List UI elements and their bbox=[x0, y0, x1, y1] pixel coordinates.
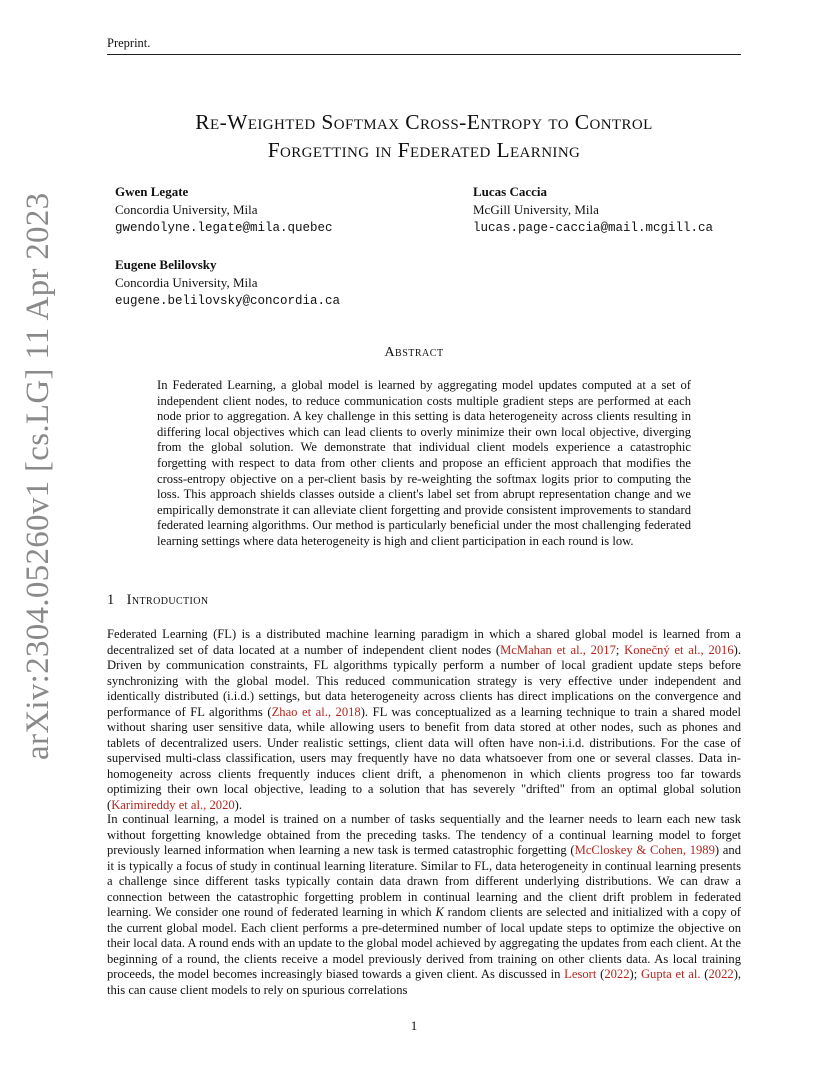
intro-paragraph-1 bbox=[107, 627, 741, 813]
paragraph-text: ). Driven by communication constraints, FL algorithms typically perform a number of local gradient update steps before synchronizing with the global model. This reduced communication strategy is very effective under independent and identically distributed (i.i.d.) settings, but data heterogeneity across clients has direct implications on the convergence and performance of FL algorithms ( bbox=[107, 642, 741, 719]
citation-link[interactable]: Lesort bbox=[564, 967, 597, 981]
author-name: Lucas Caccia bbox=[473, 184, 548, 199]
citation-link[interactable]: 2022 bbox=[604, 967, 630, 981]
author-block-2 bbox=[473, 183, 713, 237]
abstract-heading: Abstract bbox=[384, 345, 444, 360]
paragraph-text: In continual learning, a model is trained on a number of tasks sequentially and the learner needs to learn each new task without forgetting knowledge obtained from the preceding tasks. The tendency of a continual learning model to forget previously learned information when learning a new task is termed catastrophic forgetting ( bbox=[107, 812, 741, 857]
author-affiliation: Concordia University, Mila bbox=[115, 275, 258, 290]
paragraph-text: random clients are selected and initialized with a copy of the current global model. Each client performs a pre-determined number of local update steps to optimize the objective on their local data. A round ends with an update to the global model achieved by aggregating the updates from each client. At the beginning of a round, the clients receive a model previously derived from training on other clients data. As local training proceeds, the model becomes increasingly biased towards a given client. As discussed in bbox=[107, 905, 741, 981]
arxiv-identifier[interactable]: arXiv:2304.05260v1 [cs.LG] 11 Apr 2023 bbox=[20, 192, 56, 760]
math-variable-k: K bbox=[435, 905, 444, 919]
author-name: Eugene Belilovsky bbox=[115, 257, 217, 272]
paragraph-text: ). FL was conceptualized as a learning technique to train a shared model without sharing user sensitive data, while allowing users to benefit from data stored at other nodes, such as phones and tablets of decentralized users. Under realistic settings, client data will often have non-i.i.d. distributions. For the case of supervised multi-class classification, users may frequently have no data whatsoever from one or several classes. Data in-homogeneity across clients frequently induces client drift, a phenomenon in which clients progress too far towards optimizing their own local objective, leading to a solution that has severely "drifted" from an optimal global solution ( bbox=[107, 704, 741, 812]
citation-link[interactable]: Karimireddy et al., 2020 bbox=[111, 797, 235, 812]
author-block-3 bbox=[115, 256, 340, 310]
paragraph-text: ); bbox=[629, 967, 641, 981]
paragraph-text: ( bbox=[700, 967, 709, 981]
paper-title bbox=[107, 108, 741, 164]
running-head: Preprint. bbox=[107, 36, 741, 55]
citation-link[interactable]: Gupta et al. bbox=[640, 967, 701, 981]
paragraph-text: Federated Learning (FL) is a distributed machine learning paradigm in which a shared global model is learned from a decentralized set of data located at a number of independent client nodes ( bbox=[107, 627, 741, 657]
author-block-1 bbox=[115, 183, 333, 237]
citation-link[interactable]: 2022 bbox=[708, 967, 734, 981]
author-name: Gwen Legate bbox=[115, 184, 189, 199]
title-line-2: Forgetting in Federated Learning bbox=[267, 138, 581, 162]
section-number: 1 bbox=[107, 592, 115, 608]
paragraph-text: ; bbox=[615, 642, 625, 657]
author-email[interactable]: lucas.page-caccia@mail.mcgill.ca bbox=[473, 221, 714, 235]
author-affiliation: Concordia University, Mila bbox=[115, 202, 258, 217]
citation-link[interactable]: Konečný et al., 2016 bbox=[624, 642, 734, 657]
paragraph-text: ( bbox=[596, 967, 605, 981]
section-title: Introduction bbox=[126, 592, 209, 608]
citation-link[interactable]: Zhao et al., 2018 bbox=[271, 704, 361, 719]
citation-link[interactable]: McMahan et al., 2017 bbox=[500, 642, 616, 657]
intro-paragraph-2 bbox=[107, 812, 741, 998]
author-email[interactable]: gwendolyne.legate@mila.quebec bbox=[115, 221, 333, 235]
paragraph-text: ). bbox=[234, 797, 243, 812]
page-number: 1 bbox=[410, 1018, 418, 1033]
section-heading-introduction bbox=[107, 592, 209, 609]
author-affiliation: McGill University, Mila bbox=[473, 202, 599, 217]
citation-link[interactable]: McCloskey & Cohen, 1989 bbox=[574, 843, 715, 857]
paragraph-text: ), this can cause client models to rely on spurious correlations bbox=[107, 967, 742, 997]
title-line-1: Re-Weighted Softmax Cross-Entropy to Control bbox=[195, 110, 653, 134]
author-email[interactable]: eugene.belilovsky@concordia.ca bbox=[115, 294, 341, 308]
abstract-text: In Federated Learning, a global model is learned by aggregating model updates computed at a set of independent client nodes, to reduce communication costs multiple gradient steps are performed at each node prior to aggregation. A key challenge in this setting is data heterogeneity across clients resulting in differing local objectives which can lead clients to overly minimize their own local objective, diverging from the global solution. We demonstrate that individual client models experience a catastrophic forgetting with respect to data from other clients and propose an efficient approach that modifies the cross-entropy objective on a per-client basis by re-weighting the softmax logits prior to computing the loss. This approach shields classes outside a client's label set from abrupt representation change and we empirically demonstrate it can alleviate client forgetting and provide consistent improvements to standard federated learning algorithms. Our method is particularly beneficial under the most challenging federated learning settings where data heterogeneity is high and client participation in each round is low. bbox=[157, 378, 691, 548]
paragraph-text: ) and it is typically a focus of study in continual learning literature. Similar to FL, data heterogeneity in continual learning presents a challenge since different tasks typically contain data drawn from different underlying distributions. We can draw a connection between the catastrophic forgetting problem in continual learning and the client drift problem in federated learning. We consider one round of federated learning in which bbox=[107, 843, 741, 919]
